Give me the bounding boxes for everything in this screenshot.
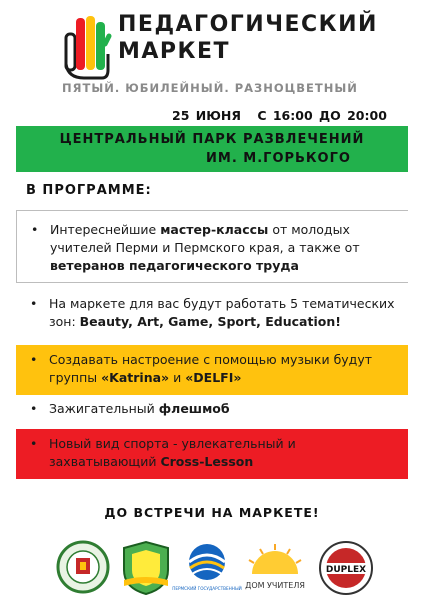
program-item-text: Зажигательный флешмоб: [49, 401, 230, 416]
svg-text:DUPLEX: DUPLEX: [325, 565, 367, 575]
program-item-text: На маркете для вас будут работать 5 тематических зон: Beauty, Art, Game, Sport, Education!: [49, 296, 395, 329]
program-item: [16, 429, 408, 479]
partner-crest-logo-icon: [120, 540, 172, 596]
partner-seal-logo-icon: [56, 540, 110, 594]
program-item-text: Новый вид спорта - увлекательный и захватывающий Cross-Lesson: [49, 436, 296, 469]
event-date: 25 ИЮНЯ: [172, 108, 241, 123]
program-item-text: Интереснейшие мастер-классы от молодых учителей Перми и Пермского края, а также от ветеранов педагогического труда: [50, 222, 360, 273]
program-item: [16, 345, 408, 395]
venue-line-1: ЦЕНТРАЛЬНЫЙ ПАРК РАЗВЛЕЧЕНИЙ: [59, 132, 365, 147]
event-time: С 16:00 ДО 20:00: [257, 108, 387, 123]
program-item-text: Создавать настроение с помощью музыки будут группы «Katrina» и «DELFI»: [49, 352, 372, 385]
title-line-2: МАРКЕТ: [118, 39, 231, 64]
partner-wave-logo-icon: [172, 540, 242, 594]
program-heading: В ПРОГРАММЕ:: [26, 183, 152, 198]
bullet-icon: •: [30, 296, 38, 311]
title-line-1: ПЕДАГОГИЧЕСКИЙ: [118, 12, 378, 37]
venue-banner: [16, 126, 408, 172]
partner-sun-logo-icon: [242, 540, 308, 596]
subtitle: ПЯТЫЙ. ЮБИЛЕЙНЫЙ. РАЗНОЦВЕТНЫЙ: [62, 81, 358, 95]
bullet-icon: •: [30, 352, 38, 367]
bullet-icon: •: [31, 222, 39, 237]
partner-logos: [56, 540, 386, 596]
program-item: [16, 295, 408, 339]
program-item: [16, 400, 408, 424]
hand-logo-icon: [64, 14, 110, 80]
closing-text: ДО ВСТРЕЧИ НА МАРКЕТЕ!: [104, 505, 320, 520]
bullet-icon: •: [30, 401, 38, 416]
event-date-time: [172, 108, 387, 123]
svg-text:ПЕРМСКИЙ ГОСУДАРСТВЕННЫЙ: ПЕРМСКИЙ ГОСУДАРСТВЕННЫЙ: [172, 586, 242, 591]
bullet-icon: •: [30, 436, 38, 451]
partner-duplex-logo-icon: [318, 540, 374, 596]
svg-text:ДОМ УЧИТЕЛЯ: ДОМ УЧИТЕЛЯ: [245, 581, 305, 590]
venue-line-2: ИМ. М.ГОРЬКОГО: [206, 151, 351, 166]
program-item: [16, 210, 408, 283]
